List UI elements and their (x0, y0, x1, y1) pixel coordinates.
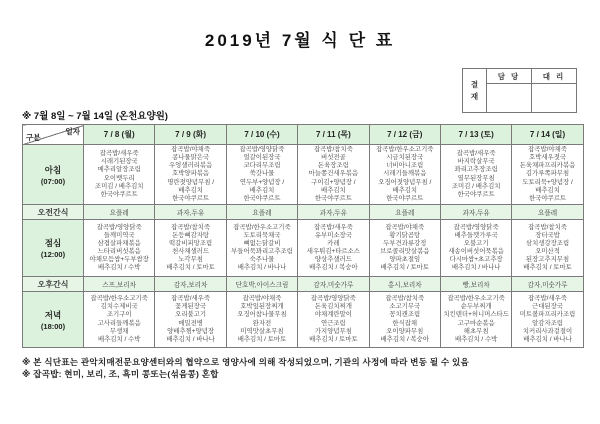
menu-item: 배추김치 / 복숭아 (380, 335, 430, 343)
menu-item: 다시마쌈+초고추장 (449, 256, 503, 264)
menu-item: 꽈리고추장조림 (454, 166, 498, 174)
menu-item: 잡곡밥/야채죽 (528, 146, 567, 154)
menu-item: 오리불고기 (175, 311, 207, 319)
menu-cell-pm-snack-day1: 감자,보리차 (155, 277, 226, 292)
menu-item: 잡곡밥/새우죽 (171, 295, 210, 303)
approval-sign-cell-damdang[interactable] (487, 84, 532, 113)
menu-item: 유부미소장국 (314, 231, 352, 239)
week-range-subtitle: ※ 7월 8일 ~ 7월 14일 (온천요양원) (22, 111, 168, 122)
day-header-2: 7 / 10 (수) (226, 125, 297, 145)
menu-item: 너비아니조림 (386, 162, 424, 170)
row-dinner (23, 292, 584, 348)
menu-item: 호박새우젓국 (529, 154, 567, 162)
menu-item: 소고기무국 (389, 303, 421, 311)
menu-cell-lunch-day3 (298, 220, 369, 277)
menu-cell-am-snack-day1: 과자,두유 (155, 205, 226, 220)
row-label-time: (12:00) (40, 250, 66, 259)
menu-cell-dinner-day4 (369, 292, 440, 348)
menu-item: 해초무침 (463, 327, 489, 335)
menu-item: 천사채샐러드 (172, 248, 210, 255)
menu-cell-pm-snack-day2: 단호박,아이스크림 (226, 277, 297, 292)
menu-item: 명란젓양념무침 / (167, 178, 214, 186)
menu-cell-dinner-day5 (440, 292, 511, 348)
menu-item: 오징어젓양념무침 / (378, 178, 432, 186)
menu-cell-pm-snack-day6: 감자,미숫가루 (512, 277, 583, 292)
menu-item: 얼갈이된장국 (243, 154, 281, 162)
menu-item: 버섯전골 (321, 154, 346, 162)
menu-item: 완자전 (252, 319, 272, 327)
menu-item: 마늘쫑건새우볶음 (308, 170, 359, 178)
footnotes (22, 356, 582, 380)
row-label-breakfast (23, 145, 84, 205)
menu-item: 우엉샐러리볶음 (168, 162, 213, 170)
menu-item: 잡곡밥/영양닭죽 (96, 223, 142, 231)
menu-item: 김치수제비국 (100, 303, 138, 311)
menu-cell-breakfast-day0 (84, 145, 155, 205)
menu-item: 꽃게된장국 (175, 303, 207, 311)
menu-item: 오불고기 (463, 239, 489, 247)
menu-item: 오이뱃두리 (103, 174, 135, 182)
menu-item: 오징어참나물무침 (237, 311, 287, 319)
row-label-text: 아침 (44, 164, 62, 175)
menu-item: 두부견과류강정 (383, 239, 427, 247)
day-header-5: 7 / 13 (토) (440, 125, 511, 145)
menu-item: 잡곡밥/영양닭죽 (453, 223, 499, 231)
menu-item: 잡곡밥/참치죽 (528, 223, 567, 231)
menu-cell-lunch-day4 (369, 220, 440, 277)
menu-item: 연근조림 (321, 319, 346, 327)
page-title: 2019년 7월 식 단 표 (204, 31, 396, 50)
menu-item: 고구마순볶음 (457, 319, 495, 327)
menu-item: 가지양념무침 (314, 327, 352, 335)
approval-box (462, 68, 577, 113)
menu-item: 한식잡채 (392, 319, 418, 327)
menu-item: 도토리묵+양념장 / (522, 178, 573, 186)
menu-item: 열무된장무침 (457, 174, 495, 182)
menu-item: 배추김치 / 토마토 (380, 264, 430, 272)
menu-cell-pm-snack-day0: 스프,보리차 (84, 277, 155, 292)
row-label-dinner (23, 292, 84, 348)
menu-item: 오이양파무침 (386, 327, 424, 335)
menu-item: 오미산적 (535, 248, 560, 255)
menu-item: 배추김치 / 토마토 (237, 335, 287, 343)
menu-item: 콩나물맑은국 (172, 154, 210, 162)
menu-item: 잡곡밥/한우소고기죽 (233, 223, 291, 231)
footnote-grain: ※ 잡곡밥: 현미, 보리, 조, 흑미 콩또는(섞음콩) 혼합 (22, 369, 219, 379)
menu-item: 잡곡밥/새우죽 (313, 223, 353, 231)
menu-item: 한국야쿠르트 (457, 190, 495, 198)
menu-cell-am-snack-day5: 과자,두유 (440, 205, 511, 220)
menu-cell-breakfast-day5 (440, 145, 511, 205)
menu-item: 호박양파볶음 (172, 170, 210, 178)
footnote-source: ※ 본 식단표는 관악치매전문요양센터와의 협약으로 영양사에 의해 작성되었으며, 기관의 사정에 따라 변동 될 수 있음 (22, 357, 469, 367)
menu-item: 브로콜리맛살볶음 (380, 248, 430, 255)
menu-item: 시래기된장국 (100, 158, 138, 166)
menu-item: 배추김치 / 수박 (98, 335, 141, 343)
menu-cell-lunch-day5 (440, 220, 511, 277)
menu-item: 잡곡밥/한우소고기죽 (447, 295, 505, 303)
menu-item: 새송이버섯어묵볶음 (448, 248, 504, 255)
menu-cell-pm-snack-day5: 빵,보리차 (440, 277, 511, 292)
menu-item: 김가루쪽파무침 (525, 170, 570, 178)
menu-item: 메밀전병 (178, 319, 203, 327)
menu-cell-breakfast-day3 (298, 145, 369, 205)
menu-item: 잡곡밥/한우소고기죽 (376, 146, 434, 154)
menu-item: 들깨미역국 (103, 231, 135, 239)
menu-item: 배추김치 / 토마토 (309, 335, 358, 343)
day-header-row (23, 125, 584, 145)
menu-item: 잡곡밥/새우죽 (528, 295, 567, 303)
day-header-3: 7 / 11 (목) (298, 125, 369, 145)
menu-cell-dinner-day6 (512, 292, 583, 348)
menu-cell-am-snack-day6: 요플레 (512, 205, 583, 220)
approval-col-damdang: 담 당 (487, 69, 532, 84)
menu-item: 메추리알장조림 (97, 166, 141, 174)
menu-item: 잡곡밥/야채죽 (242, 295, 282, 303)
approval-stamp-label: 결 재 (463, 69, 487, 113)
menu-item: 조기구이 (106, 311, 132, 319)
menu-cell-lunch-day2 (226, 220, 297, 277)
day-header-6: 7 / 14 (일) (512, 125, 583, 145)
row-label-time: (18:00) (40, 321, 66, 331)
menu-item: 잡곡밥/참치죽 (313, 146, 353, 154)
menu-item: 카레 (327, 239, 340, 247)
menu-item: 바지락살무국 (457, 158, 495, 166)
corner-label-category: 구분 (26, 133, 41, 142)
menu-item: 돈육채파프리카볶음 (519, 162, 576, 170)
row-pm-snack (23, 277, 584, 292)
corner-label-date: 일자 (65, 127, 80, 136)
menu-cell-dinner-day1 (155, 292, 226, 348)
menu-item: 배추김치 / 토마토 (523, 264, 572, 272)
menu-cell-dinner-day2 (226, 292, 297, 348)
menu-cell-lunch-day1 (155, 220, 226, 277)
menu-item: 한국야쿠르트 (314, 194, 352, 202)
menu-item: 잡곡밥/참치죽 (385, 295, 425, 303)
row-label-pm-snack (23, 277, 84, 292)
menu-item: 치커리사과겉절이 (522, 327, 573, 335)
menu-item: 돈등뼈감자탕 (172, 231, 210, 239)
menu-item: 숙주나물 (249, 256, 275, 264)
menu-cell-am-snack-day4: 요플레 (369, 205, 440, 220)
menu-item: 새우튀김+타르소스 (306, 248, 360, 255)
menu-cell-dinner-day0 (84, 292, 155, 348)
menu-cell-lunch-day6 (512, 220, 583, 277)
menu-item: 배추김치 / 바나나 (237, 264, 287, 272)
menu-item: 된장고추지무침 (525, 256, 570, 264)
menu-item: 잡곡밥/새우죽 (456, 150, 496, 158)
row-breakfast (23, 145, 584, 205)
day-header-4: 7 / 12 (금) (369, 125, 440, 145)
menu-cell-breakfast-day4 (369, 145, 440, 205)
menu-item: 미트볼파프리카조림 (519, 311, 576, 319)
menu-item: 부들어묵꽈리고추조림 (231, 248, 293, 255)
menu-item: 노각무침 (178, 256, 203, 264)
menu-item: 한국야쿠르트 (386, 194, 424, 202)
row-label-text: 오전간식 (37, 207, 69, 217)
day-header-0: 7 / 8 (월) (84, 125, 155, 145)
menu-item: 한국야쿠르트 (172, 194, 210, 202)
menu-item: 돈육장조림 (317, 162, 349, 170)
menu-item: 잡곡밥/야채죽 (171, 146, 210, 154)
menu-item: 잡곡밥/새우죽 (99, 150, 139, 158)
menu-item: 배추김치 / 토마토 (166, 264, 215, 272)
menu-item: 잡곡밥/참치죽 (171, 223, 210, 231)
menu-item: 배추김치 / 바나나 (523, 335, 572, 343)
menu-item: 양상추샐러드 (314, 256, 352, 264)
menu-cell-breakfast-day2 (226, 145, 297, 205)
menu-item: 잡곡밥/한우소고기죽 (90, 295, 148, 303)
menu-cell-breakfast-day1 (155, 145, 226, 205)
menu-item: 잡곡밥/영양닭죽 (310, 295, 356, 303)
row-label-time: (07:00) (40, 176, 66, 186)
menu-item: 배추들깻가루국 (454, 231, 498, 239)
menu-cell-lunch-day0 (84, 220, 155, 277)
row-am-snack (23, 205, 584, 220)
row-label-am-snack (23, 205, 84, 220)
menu-item: 순두부찌개 (460, 303, 492, 311)
menu-item: 조미김 / 배추김치 (94, 182, 144, 190)
menu-item: 배추김치 (249, 186, 275, 194)
menu-item: 치킨텐더+허니머스타드 (443, 311, 509, 319)
menu-item: 배추김치 / 수박 (454, 335, 498, 343)
menu-item: 배추김치 / 바나나 (166, 335, 215, 343)
menu-cell-am-snack-day0: 요플레 (84, 205, 155, 220)
menu-cell-breakfast-day6 (512, 145, 583, 205)
menu-cell-am-snack-day3: 과자,두유 (298, 205, 369, 220)
menu-item: 배추김치 / 바나나 (451, 264, 501, 272)
menu-item: 무생채 (109, 327, 129, 335)
approval-col-daeri: 대 리 (532, 69, 577, 84)
menu-item: 양배추찜+양념장 (167, 327, 215, 335)
menu-item: 떡갈비피망조림 (168, 239, 213, 247)
menu-item: 황기닭곰탕 (389, 231, 421, 239)
menu-item: 장터국밥 (535, 231, 560, 239)
menu-cell-pm-snack-day3: 감자,미숫가루 (298, 277, 369, 292)
row-label-text: 오후간식 (37, 279, 69, 289)
row-label-text: 저녁 (44, 309, 62, 320)
menu-item: 근대된장국 (532, 303, 563, 311)
menu-item: 배추김치 / 복숭아 (309, 264, 358, 272)
menu-item: 시래기들깨볶음 (383, 170, 427, 178)
menu-item: 돈육김치찌개 (314, 303, 352, 311)
menu-cell-pm-snack-day4: 홍시,보리차 (369, 277, 440, 292)
menu-item: 꽁치캔조림 (389, 311, 421, 319)
menu-item: 알감자조림 (532, 319, 563, 327)
menu-item: 잡곡밥/영양닭죽 (239, 146, 285, 154)
row-label-text: 점심 (44, 238, 62, 248)
menu-item: 배추김치 / 수박 (98, 264, 141, 272)
corner-cell (23, 125, 84, 145)
menu-item: 호박잎된장찌개 (240, 303, 284, 311)
menu-item: 미역맛살초무침 (240, 327, 284, 335)
menu-item: 코다리무조림 (243, 162, 281, 170)
menu-item: 배추김치 (392, 186, 418, 194)
menu-item: 한국야쿠르트 (529, 194, 567, 202)
menu-table (22, 124, 584, 348)
row-lunch (23, 220, 584, 277)
menu-item: 뼈없는닭갈비 (243, 239, 281, 247)
menu-item: 쑥갓나물 (249, 170, 275, 178)
menu-item: 조미김 / 배추김치 (451, 182, 501, 190)
menu-item: 연두부+양념장 / (239, 178, 285, 186)
approval-sign-cell-daeri[interactable] (532, 84, 577, 113)
menu-item: 배추김치 (321, 186, 346, 194)
menu-item: 배추김치 (178, 186, 203, 194)
menu-item: 시금치된장국 (386, 154, 424, 162)
menu-item: 한국야쿠르트 (243, 194, 281, 202)
menu-item: 삼겹살파채볶음 (97, 239, 141, 247)
menu-cell-am-snack-day2: 요플레 (226, 205, 297, 220)
menu-item: 느타리버섯볶음 (97, 248, 141, 255)
menu-item: 잡곡밥/야채죽 (385, 223, 425, 231)
menu-item: 삼치생강장조림 (525, 239, 570, 247)
menu-item: 도토리묵채국 (243, 231, 281, 239)
menu-item: 야채모듬쌈+두부쌈장 (89, 256, 149, 264)
menu-item: 고사리들깨볶음 (97, 319, 141, 327)
menu-cell-dinner-day3 (298, 292, 369, 348)
menu-item: 야채계란말이 (314, 311, 352, 319)
menu-item: 양파초절임 (389, 256, 421, 264)
row-label-lunch (23, 220, 84, 277)
day-header-1: 7 / 9 (화) (155, 125, 226, 145)
menu-item: 배추김치 (535, 186, 560, 194)
menu-item: 구이김+양념장 / (311, 178, 356, 186)
menu-item: 한국야쿠르트 (100, 190, 138, 198)
